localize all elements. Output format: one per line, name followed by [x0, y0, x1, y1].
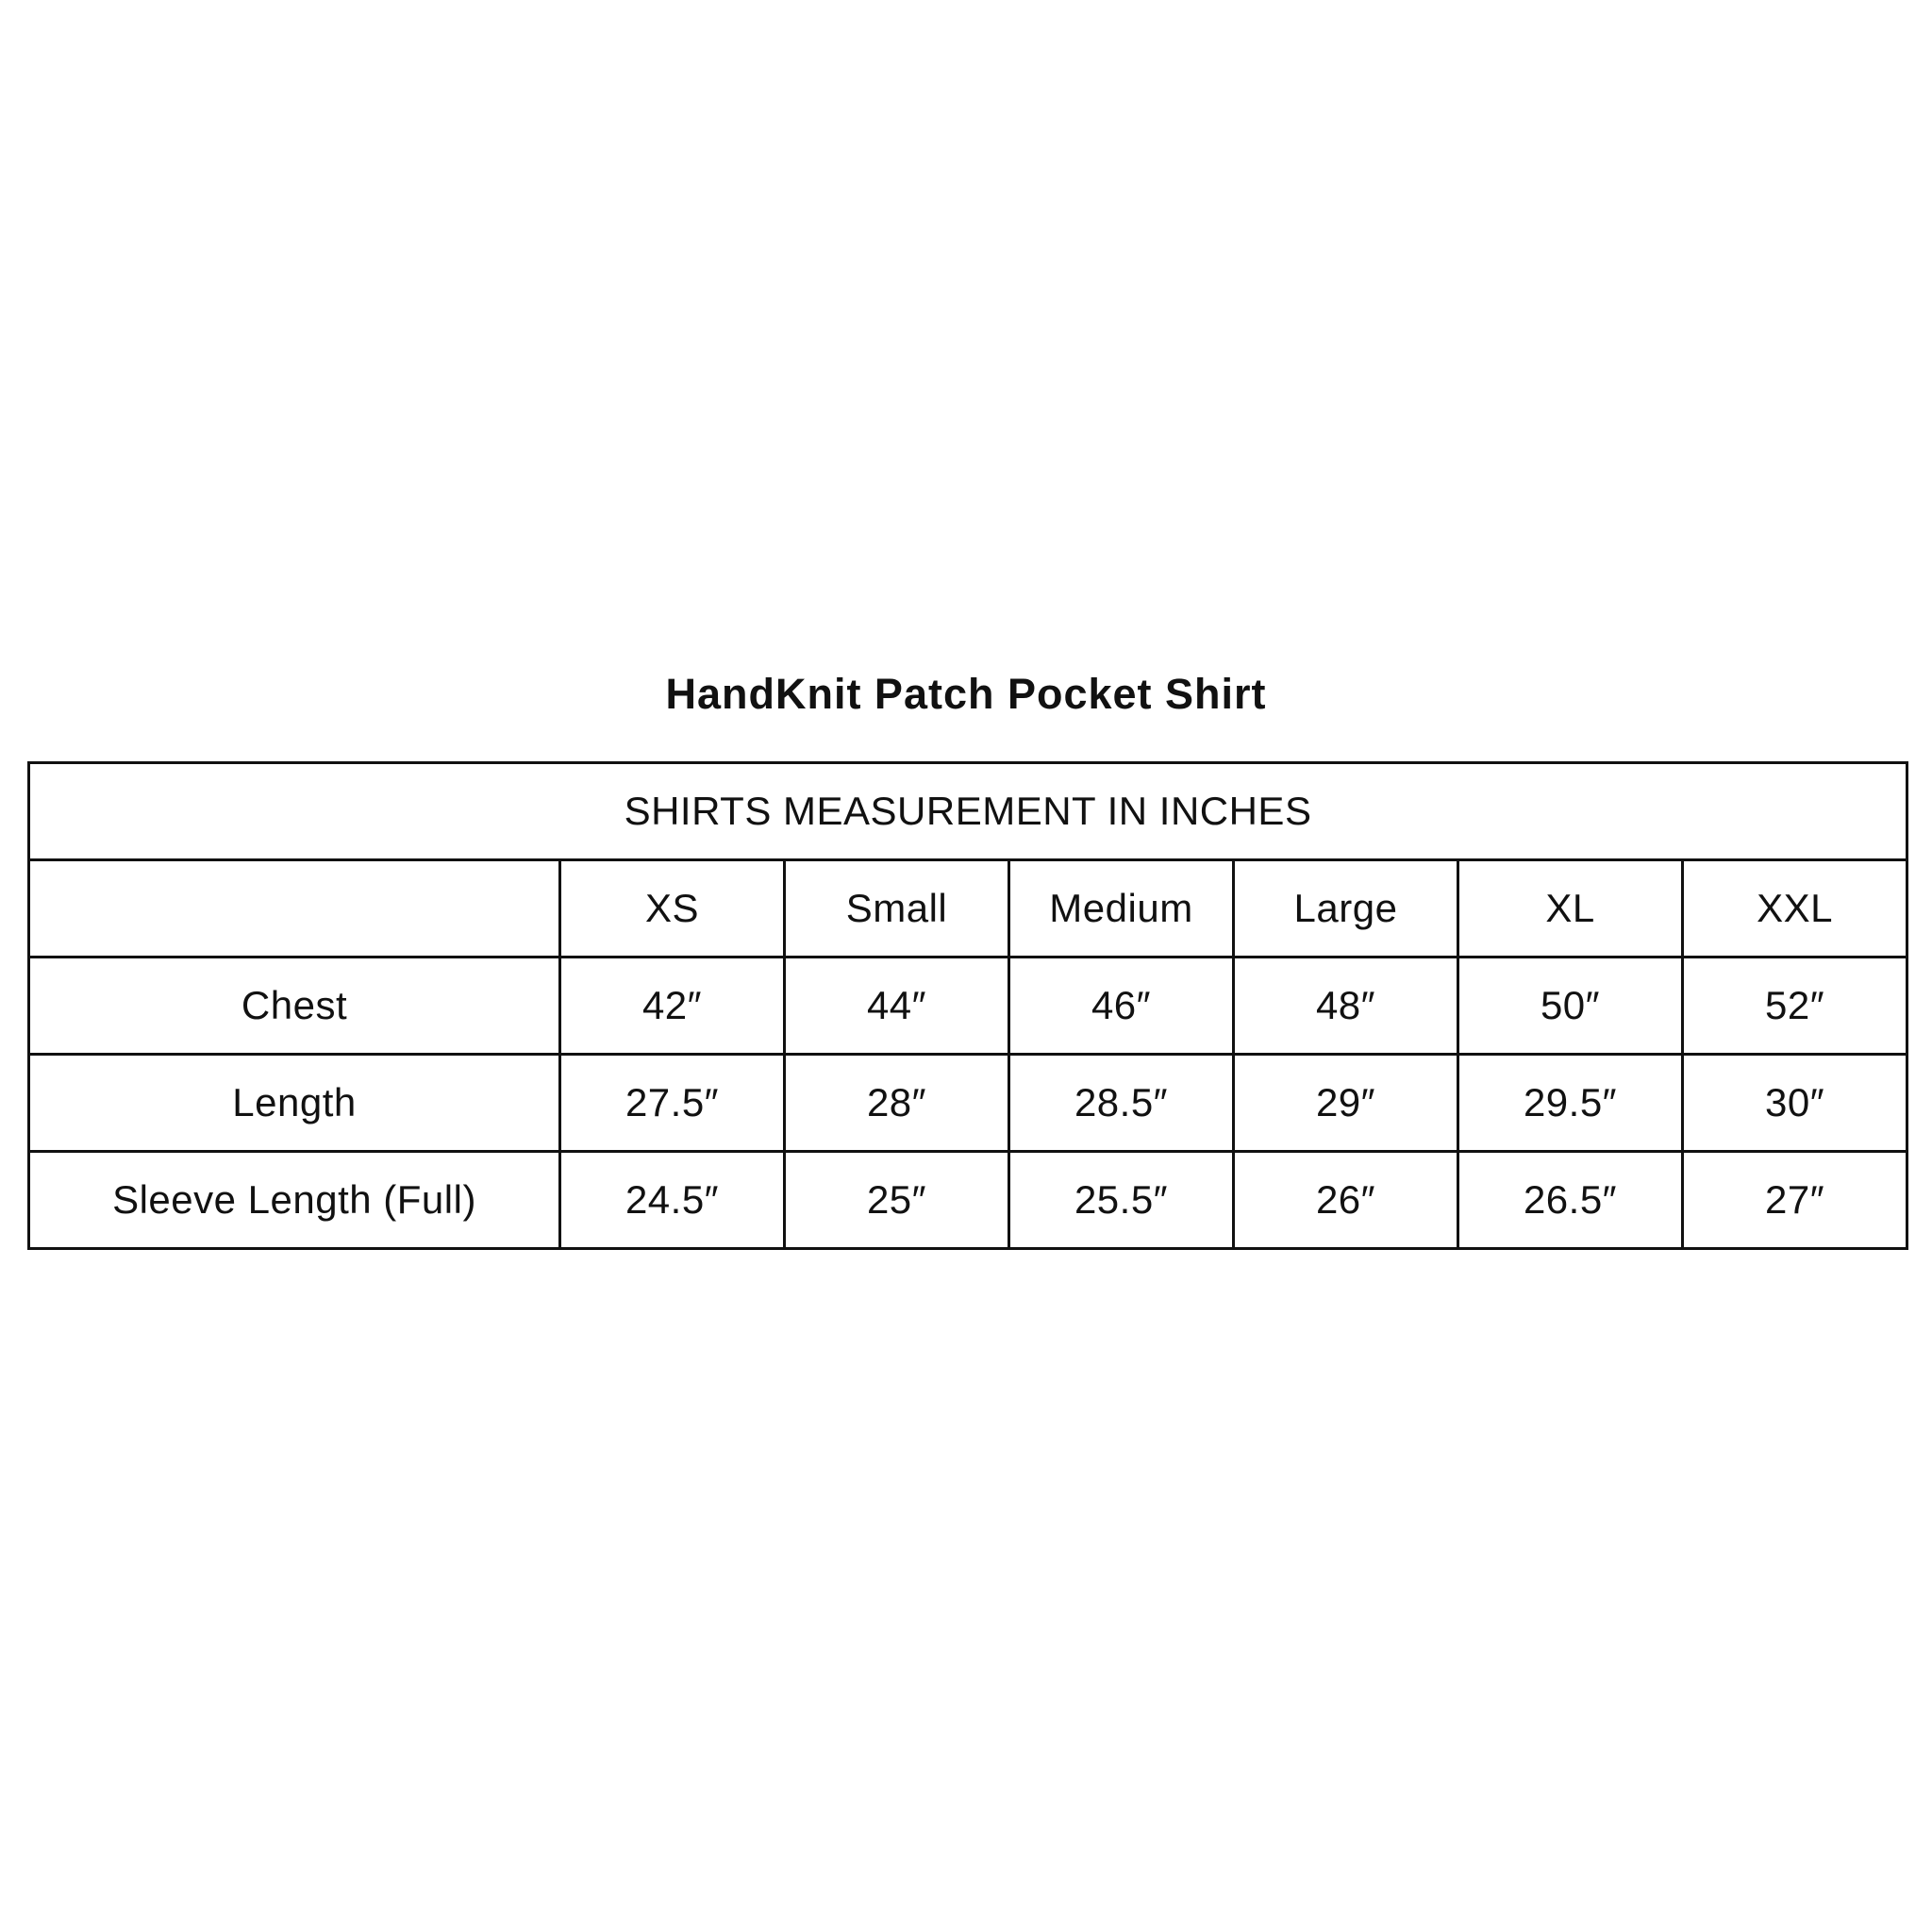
- length-medium: 28.5″: [1009, 1055, 1234, 1152]
- table-row-sleeve-length: [29, 1152, 1907, 1249]
- length-xxl: 30″: [1683, 1055, 1907, 1152]
- sleeve-length-xxl: 27″: [1683, 1152, 1907, 1249]
- sleeve-length-xs: 24.5″: [560, 1152, 785, 1249]
- chest-xl: 50″: [1458, 958, 1683, 1055]
- length-large: 29″: [1234, 1055, 1458, 1152]
- size-chart-table: [27, 761, 1908, 1250]
- chest-xxl: 52″: [1683, 958, 1907, 1055]
- caption-row: [29, 763, 1907, 860]
- length-xl: 29.5″: [1458, 1055, 1683, 1152]
- sleeve-length-large: 26″: [1234, 1152, 1458, 1249]
- chest-large: 48″: [1234, 958, 1458, 1055]
- size-header-large: Large: [1234, 860, 1458, 958]
- sleeve-length-xl: 26.5″: [1458, 1152, 1683, 1249]
- sleeve-length-medium: 25.5″: [1009, 1152, 1234, 1249]
- size-header-xl: XL: [1458, 860, 1683, 958]
- page-title: HandKnit Patch Pocket Shirt: [665, 670, 1267, 718]
- table-row-length: [29, 1055, 1907, 1152]
- row-label-chest: Chest: [29, 958, 560, 1055]
- size-header-medium: Medium: [1009, 860, 1234, 958]
- corner-cell: [29, 860, 560, 958]
- size-header-row: [29, 860, 1907, 958]
- size-header-small: Small: [785, 860, 1009, 958]
- chest-medium: 46″: [1009, 958, 1234, 1055]
- row-label-sleeve-length: Sleeve Length (Full): [29, 1152, 560, 1249]
- table-caption: SHIRTS MEASUREMENT IN INCHES: [29, 763, 1907, 860]
- sleeve-length-small: 25″: [785, 1152, 1009, 1249]
- chest-xs: 42″: [560, 958, 785, 1055]
- table-row-chest: [29, 958, 1907, 1055]
- length-small: 28″: [785, 1055, 1009, 1152]
- size-header-xs: XS: [560, 860, 785, 958]
- size-header-xxl: XXL: [1683, 860, 1907, 958]
- chest-small: 44″: [785, 958, 1009, 1055]
- row-label-length: Length: [29, 1055, 560, 1152]
- length-xs: 27.5″: [560, 1055, 785, 1152]
